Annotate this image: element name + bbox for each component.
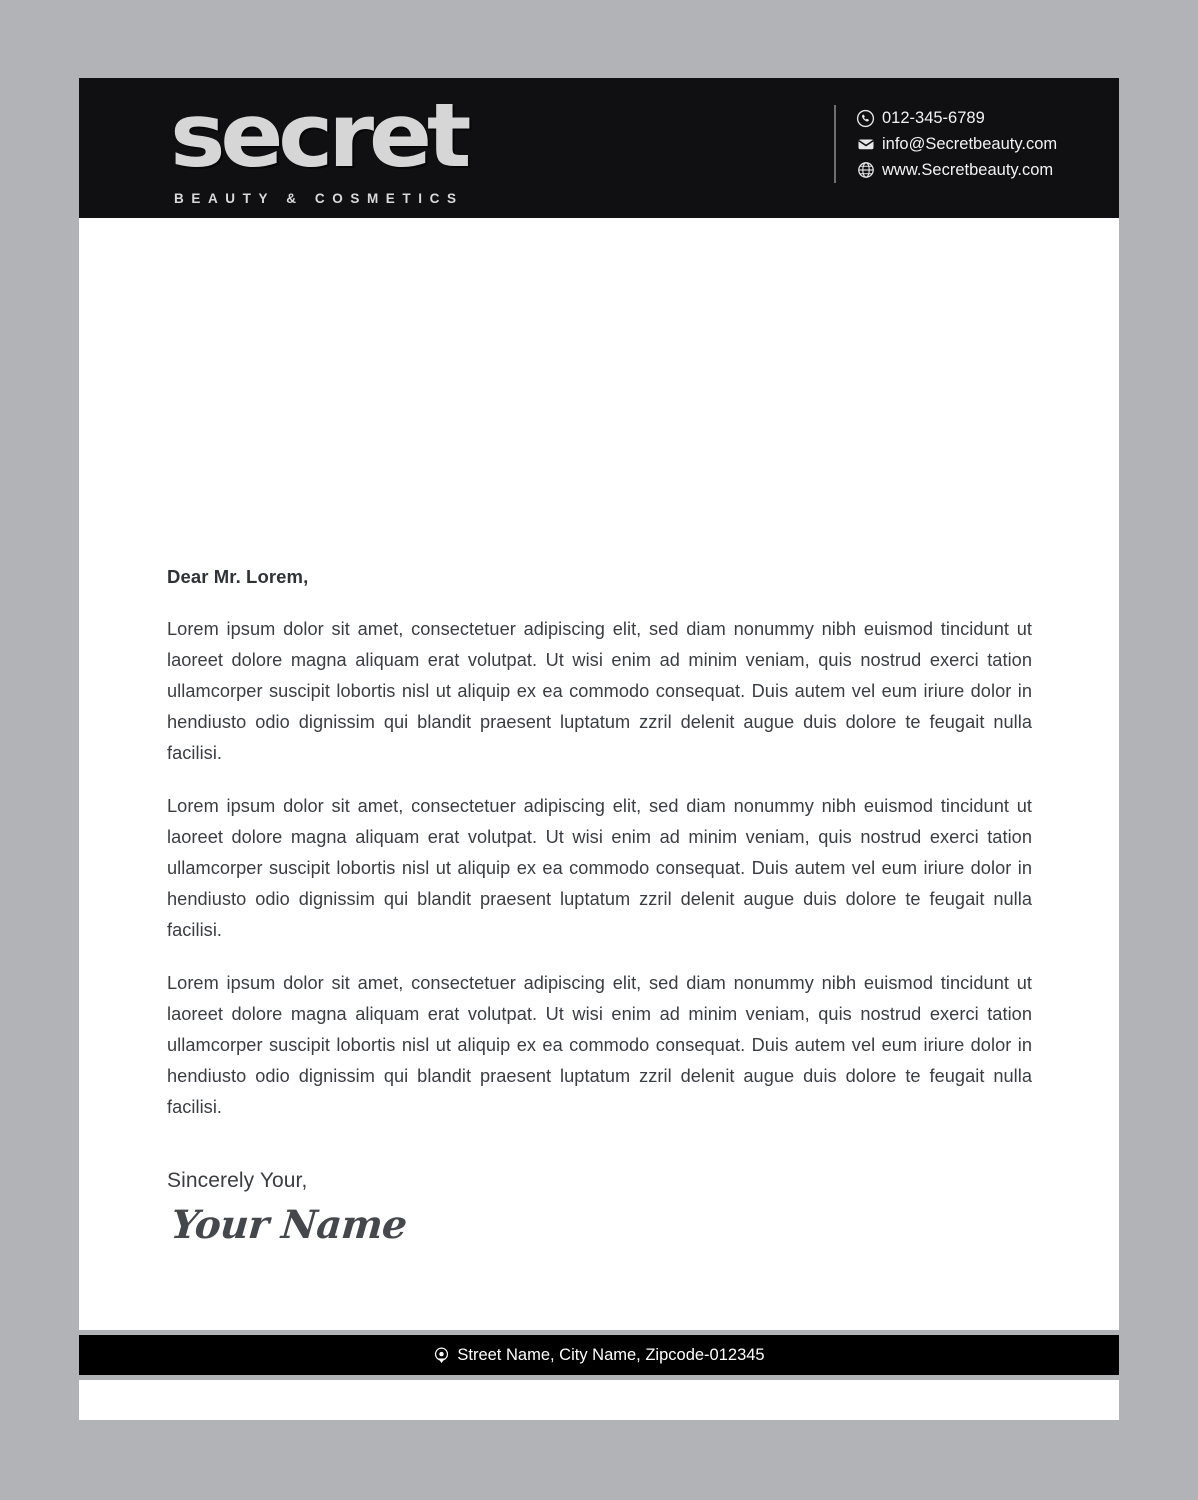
- logo-wordmark: secret: [170, 84, 467, 187]
- signature: Your Name: [169, 1202, 409, 1248]
- footer-bar: [79, 1335, 1119, 1375]
- header-contact-block: [834, 105, 1057, 183]
- body-paragraph: Lorem ipsum dolor sit amet, consectetuer adipiscing elit, sed diam nonummy nibh euismod tincidunt ut laoreet dolore magna aliquam erat volutpat. Ut wisi enim ad minim veniam, quis nostrud exerci tation ullamcorper suscipit lobortis nisl ut aliquip ex ea commodo consequat. Duis autem vel eum iriure dolor in hendiusto odio dignissim qui blandit praesent luptatum zzril delenit augue duis dolore te feugait nulla facilisi.: [167, 619, 1032, 763]
- letterhead-page: [79, 78, 1119, 1420]
- company-logo: [170, 84, 500, 206]
- location-pin-icon: [433, 1347, 450, 1364]
- body-paragraph: Lorem ipsum dolor sit amet, consectetuer adipiscing elit, sed diam nonummy nibh euismod tincidunt ut laoreet dolore magna aliquam erat volutpat. Ut wisi enim ad minim veniam, quis nostrud exerci tation ullamcorper suscipit lobortis nisl ut aliquip ex ea commodo consequat. Duis autem vel eum iriure dolor in hendiusto odio dignissim qui blandit praesent luptatum zzril delenit augue duis dolore te feugait nulla facilisi.: [167, 796, 1032, 940]
- contact-email[interactable]: [856, 131, 1057, 157]
- phone-icon: [856, 109, 875, 128]
- salutation: Dear Mr. Lorem,: [167, 566, 309, 587]
- contact-website[interactable]: [856, 157, 1057, 183]
- letter-content: [167, 566, 1032, 1249]
- footer-address-block: [433, 1346, 764, 1365]
- body-paragraph: Lorem ipsum dolor sit amet, consectetuer adipiscing elit, sed diam nonummy nibh euismod tincidunt ut laoreet dolore magna aliquam erat volutpat. Ut wisi enim ad minim veniam, quis nostrud exerci tation ullamcorper suscipit lobortis nisl ut aliquip ex ea commodo consequat. Duis autem vel eum iriure dolor in hendiusto odio dignissim qui blandit praesent luptatum zzril delenit augue duis dolore te feugait nulla facilisi.: [167, 973, 1032, 1117]
- envelope-icon: [856, 135, 875, 154]
- contact-phone-text: 012-345-6789: [882, 108, 985, 127]
- contact-email-text: info@Secretbeauty.com: [882, 134, 1058, 153]
- footer-white-strip: [79, 1380, 1119, 1420]
- logo-subtitle: BEAUTY & COSMETICS: [174, 191, 464, 206]
- globe-icon: [856, 161, 875, 180]
- footer-address-text: Street Name, City Name, Zipcode-012345: [457, 1345, 765, 1364]
- contact-website-text: www.Secretbeauty.com: [882, 160, 1054, 179]
- header-bar: [79, 78, 1119, 218]
- letter-body: [79, 218, 1119, 1330]
- contact-phone[interactable]: [856, 105, 1057, 131]
- closing-line: Sincerely Your,: [167, 1169, 308, 1192]
